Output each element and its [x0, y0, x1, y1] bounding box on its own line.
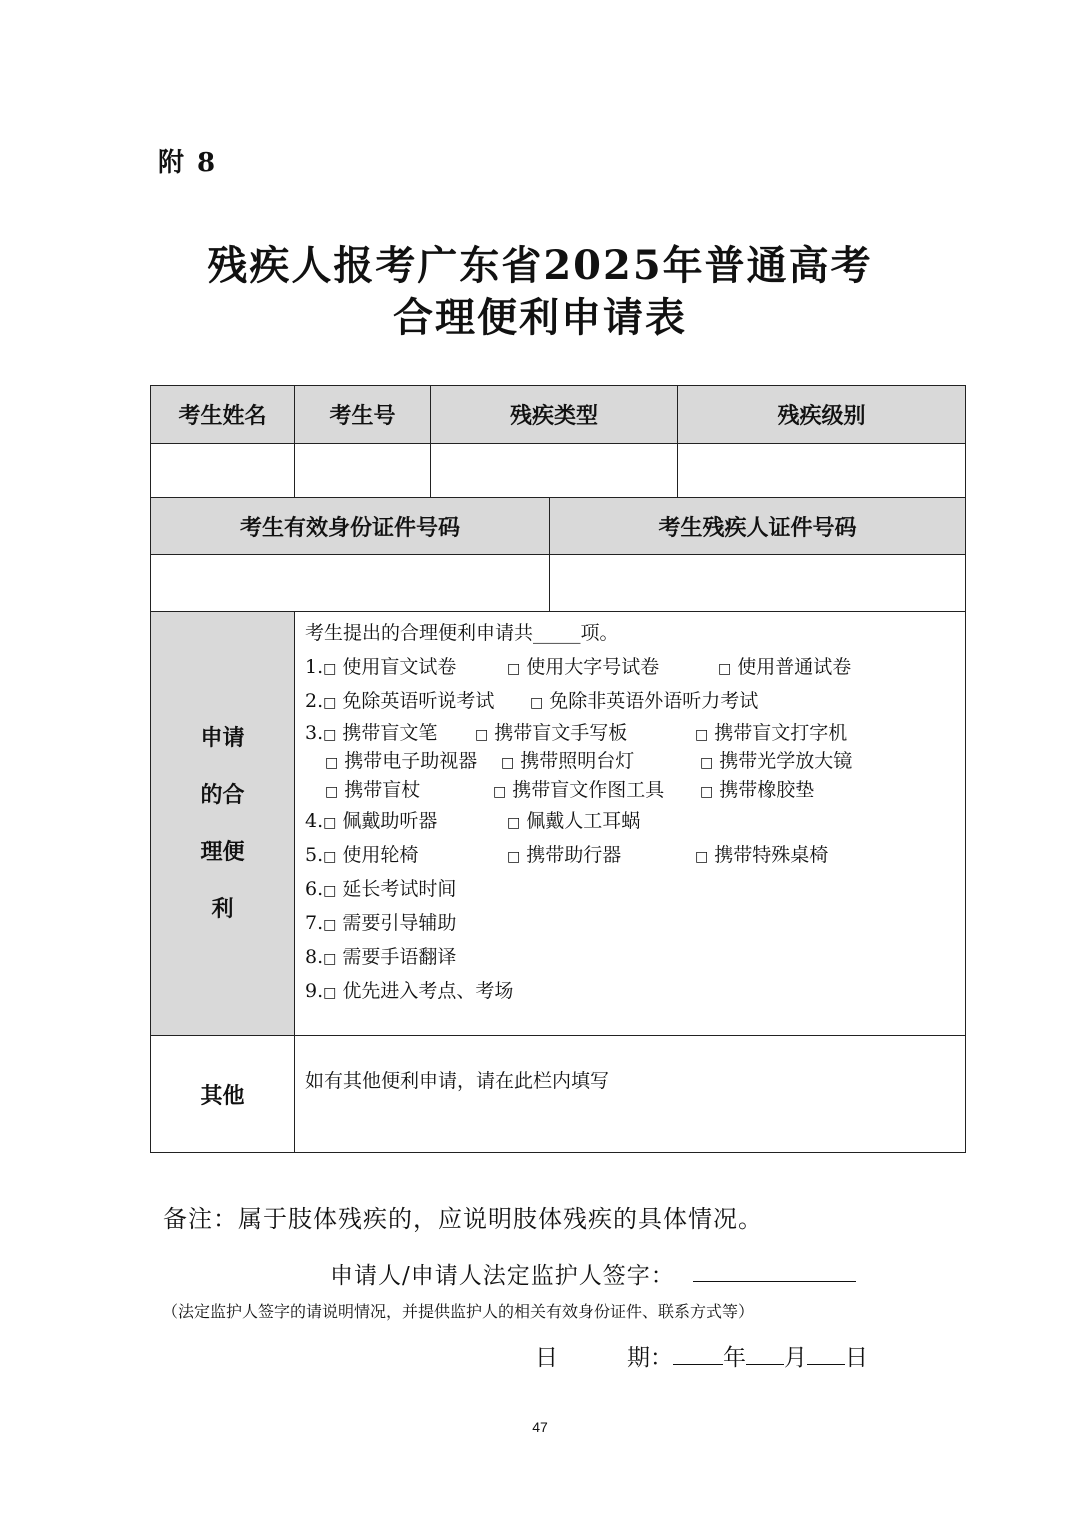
- option-label: 需要手语翻译: [342, 946, 457, 968]
- accommodation-option[interactable]: [305, 976, 513, 1003]
- checkbox-icon[interactable]: □: [493, 784, 507, 800]
- field-candidate-number[interactable]: [295, 444, 431, 498]
- checkbox-icon[interactable]: □: [323, 815, 337, 831]
- field-disability-certificate-number[interactable]: [550, 555, 966, 612]
- signature-line[interactable]: [693, 1281, 856, 1282]
- checkbox-icon[interactable]: □: [718, 661, 732, 677]
- accommodation-option[interactable]: [700, 746, 852, 773]
- accommodation-option[interactable]: [507, 806, 640, 833]
- accommodation-count-text: 考生提出的合理便利申请共_____项。: [305, 622, 619, 644]
- checkbox-icon[interactable]: □: [507, 661, 521, 677]
- option-number: 9.: [305, 980, 324, 1002]
- checkbox-icon[interactable]: □: [323, 661, 337, 677]
- accommodation-option[interactable]: [305, 718, 437, 745]
- accommodation-option[interactable]: [493, 775, 664, 802]
- option-label: 使用普通试卷: [737, 656, 852, 678]
- field-id-number[interactable]: [151, 555, 550, 612]
- other-request-cell[interactable]: [295, 1036, 966, 1153]
- accommodation-option[interactable]: [305, 942, 456, 969]
- header-disability-level: 残疾级别: [678, 386, 966, 444]
- option-label: 优先进入考点、考场: [342, 980, 514, 1002]
- checkbox-icon[interactable]: □: [323, 951, 337, 967]
- checkbox-icon[interactable]: □: [323, 985, 337, 1001]
- accommodation-label-line: 理便: [200, 838, 245, 865]
- checkbox-icon[interactable]: □: [530, 695, 544, 711]
- option-label: 佩戴人工耳蜗: [526, 810, 641, 832]
- checkbox-icon[interactable]: □: [700, 755, 714, 771]
- option-label: 需要引导辅助: [342, 912, 457, 934]
- accommodation-option[interactable]: [305, 806, 437, 833]
- option-label: 使用轮椅: [342, 844, 419, 866]
- accommodation-option[interactable]: [507, 840, 621, 867]
- checkbox-icon[interactable]: □: [700, 784, 714, 800]
- option-label: 延长考试时间: [342, 878, 457, 900]
- option-label: 佩戴助听器: [342, 810, 438, 832]
- date-month-blank[interactable]: [746, 1346, 784, 1365]
- option-label: 携带特殊桌椅: [714, 844, 829, 866]
- accommodation-option[interactable]: [305, 908, 456, 935]
- checkbox-icon[interactable]: □: [507, 849, 521, 865]
- application-form-table: [150, 385, 966, 1153]
- checkbox-icon[interactable]: □: [323, 727, 337, 743]
- guardian-note: （法定监护人签字的请说明情况，并提供监护人的相关有效身份证件、联系方式等）: [162, 1302, 755, 1321]
- field-candidate-name[interactable]: [151, 444, 295, 498]
- accommodation-option[interactable]: [305, 652, 456, 679]
- attachment-label: 附 8: [158, 148, 218, 178]
- option-label: 携带盲文作图工具: [512, 779, 665, 801]
- option-label: 携带盲文打字机: [714, 722, 848, 744]
- option-number: 5.: [305, 844, 324, 866]
- option-number: 3.: [305, 722, 324, 744]
- option-label: 携带盲文手写板: [494, 722, 628, 744]
- option-number: 8.: [305, 946, 324, 968]
- accommodation-option[interactable]: [305, 840, 418, 867]
- option-label: 携带盲杖: [344, 779, 421, 801]
- page-number: 47: [532, 1419, 548, 1435]
- other-request-hint: 如有其他便利申请，请在此栏内填写: [305, 1070, 610, 1092]
- option-label: 携带光学放大镜: [719, 750, 853, 772]
- accommodation-label-line: 利: [211, 895, 234, 922]
- option-number: 1.: [305, 656, 324, 678]
- date-line: [535, 1339, 868, 1372]
- checkbox-icon[interactable]: □: [325, 755, 339, 771]
- accommodation-option[interactable]: [718, 652, 851, 679]
- other-section-label: 其他: [151, 1036, 295, 1153]
- accommodation-label-line: 申请: [200, 724, 245, 751]
- option-label: 携带电子助视器: [344, 750, 478, 772]
- checkbox-icon[interactable]: □: [695, 849, 709, 865]
- header-disability-certificate-number: 考生残疾人证件号码: [550, 498, 966, 555]
- option-label: 携带照明台灯: [520, 750, 635, 772]
- checkbox-icon[interactable]: □: [323, 917, 337, 933]
- option-label: 免除英语听说考试: [342, 690, 495, 712]
- option-number: 2.: [305, 690, 324, 712]
- accommodation-section-label: [151, 612, 295, 1036]
- accommodation-label-line: 的合: [200, 781, 245, 808]
- option-label: 免除非英语外语听力考试: [549, 690, 759, 712]
- accommodation-option[interactable]: [695, 718, 847, 745]
- option-number: 4.: [305, 810, 324, 832]
- header-candidate-number: 考生号: [295, 386, 431, 444]
- option-label: 携带盲文笔: [342, 722, 438, 744]
- option-label: 携带橡胶垫: [719, 779, 815, 801]
- accommodation-option[interactable]: [305, 874, 456, 901]
- date-year-label: 年: [723, 1345, 746, 1371]
- accommodation-options-cell: [295, 612, 966, 1036]
- option-number: 6.: [305, 878, 324, 900]
- option-label: 携带助行器: [526, 844, 622, 866]
- field-disability-type[interactable]: [431, 444, 678, 498]
- accommodation-option[interactable]: [475, 718, 627, 745]
- option-label: 使用盲文试卷: [342, 656, 457, 678]
- header-id-number: 考生有效身份证件号码: [151, 498, 550, 555]
- field-disability-level[interactable]: [678, 444, 966, 498]
- accommodation-option[interactable]: [305, 686, 494, 713]
- accommodation-option[interactable]: [530, 686, 758, 713]
- accommodation-option[interactable]: [325, 775, 420, 802]
- header-candidate-name: 考生姓名: [151, 386, 295, 444]
- accommodation-option[interactable]: [695, 840, 828, 867]
- form-title-line-1: 残疾人报考广东省2025年普通高考: [207, 242, 873, 289]
- date-year-blank[interactable]: [673, 1346, 723, 1365]
- checkbox-icon[interactable]: □: [501, 755, 515, 771]
- date-label: 日 期：: [535, 1345, 673, 1371]
- date-day-blank[interactable]: [807, 1346, 845, 1365]
- checkbox-icon[interactable]: □: [325, 784, 339, 800]
- checkbox-icon[interactable]: □: [475, 727, 489, 743]
- option-label: 使用大字号试卷: [526, 656, 660, 678]
- accommodation-options: [295, 612, 965, 1035]
- checkbox-icon[interactable]: □: [323, 849, 337, 865]
- accommodation-option[interactable]: [325, 746, 477, 773]
- checkbox-icon[interactable]: □: [323, 695, 337, 711]
- date-day-label: 日: [845, 1345, 868, 1371]
- form-title-line-2: 合理便利申请表: [393, 294, 687, 341]
- date-month-label: 月: [784, 1345, 807, 1371]
- accommodation-option[interactable]: [501, 746, 634, 773]
- signature-label: 申请人/申请人法定监护人签字：: [330, 1263, 675, 1289]
- accommodation-option[interactable]: [700, 775, 814, 802]
- accommodation-option[interactable]: [507, 652, 659, 679]
- checkbox-icon[interactable]: □: [695, 727, 709, 743]
- header-disability-type: 残疾类型: [431, 386, 678, 444]
- checkbox-icon[interactable]: □: [323, 883, 337, 899]
- option-number: 7.: [305, 912, 324, 934]
- checkbox-icon[interactable]: □: [507, 815, 521, 831]
- remark-note: 备注：属于肢体残疾的，应说明肢体残疾的具体情况。: [163, 1205, 763, 1233]
